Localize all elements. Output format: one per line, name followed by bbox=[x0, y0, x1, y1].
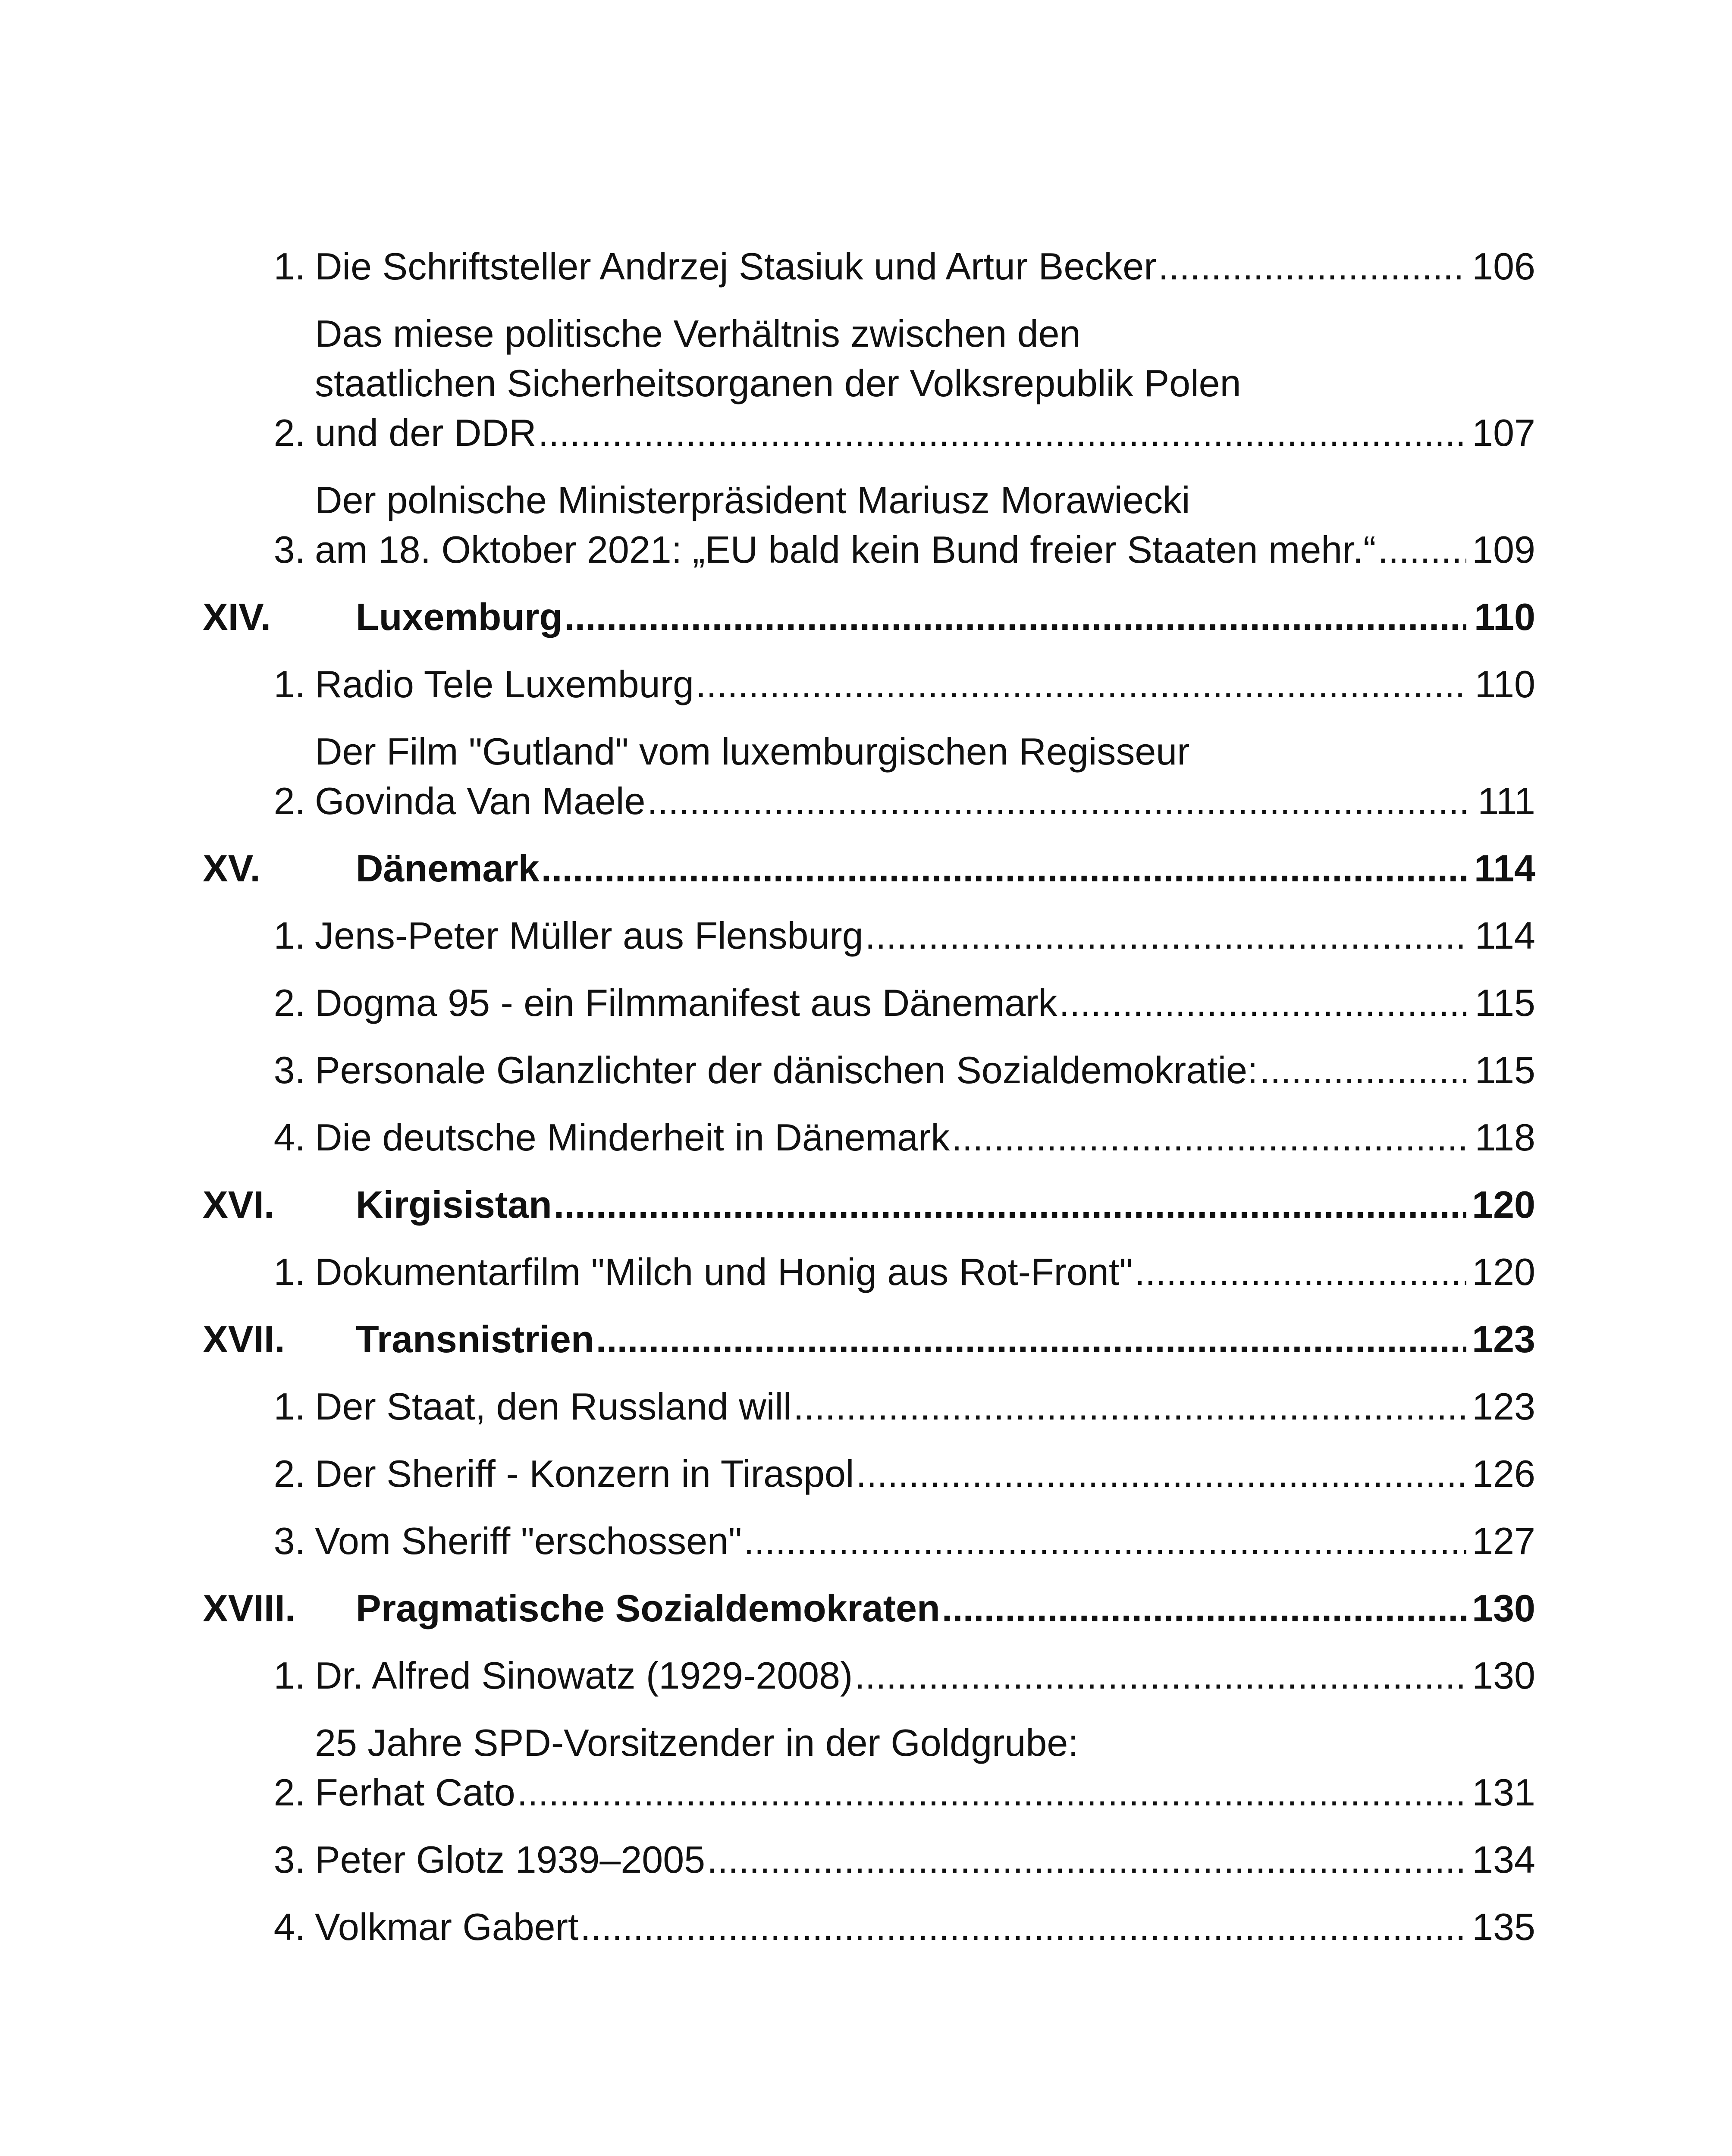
entry-last-line bbox=[315, 1516, 1535, 1566]
page-number: 115 bbox=[1475, 1049, 1535, 1091]
toc-subsection-entry[interactable] bbox=[203, 659, 1535, 709]
entry-last-line bbox=[356, 1180, 1535, 1229]
entry-number: 3. bbox=[273, 1838, 305, 1881]
toc-subsection-entry[interactable] bbox=[203, 309, 1535, 458]
entry-body bbox=[305, 1516, 1535, 1566]
entry-last-line bbox=[315, 1835, 1535, 1884]
entry-title-line: Personale Glanzlichter der dänischen Sozialdemokratie: bbox=[315, 1049, 1258, 1091]
entry-title-line: Luxemburg bbox=[356, 595, 563, 638]
entry-title-line: Ferhat Cato bbox=[315, 1771, 515, 1814]
toc-subsection-entry[interactable] bbox=[203, 1112, 1535, 1162]
entry-body bbox=[305, 1651, 1535, 1700]
page-number: 130 bbox=[1472, 1654, 1535, 1697]
entry-last-line bbox=[315, 1382, 1535, 1431]
page-number: 120 bbox=[1472, 1250, 1535, 1293]
toc-subsection-entry[interactable] bbox=[203, 1835, 1535, 1884]
entry-number: 4. bbox=[273, 1116, 305, 1159]
toc-section-entry[interactable] bbox=[203, 1180, 1535, 1229]
page-number: 127 bbox=[1472, 1520, 1535, 1562]
page-number: 115 bbox=[1475, 981, 1535, 1024]
dot-leader bbox=[1158, 241, 1466, 291]
entry-number: 3. bbox=[273, 1520, 305, 1562]
entry-title-line: Der polnische Ministerpräsident Mariusz Morawiecki bbox=[315, 479, 1190, 521]
dot-leader bbox=[707, 1835, 1466, 1884]
entry-body bbox=[305, 1382, 1535, 1431]
page-number: 131 bbox=[1472, 1771, 1535, 1814]
entry-number: 3. bbox=[273, 528, 305, 571]
entry-title-line: Der Film "Gutland" vom luxemburgischen Regisseur bbox=[315, 730, 1190, 773]
toc-subsection-entry[interactable] bbox=[203, 727, 1535, 826]
entry-last-line bbox=[315, 408, 1535, 458]
dot-leader bbox=[1059, 978, 1466, 1028]
entry-title-line: Volkmar Gabert bbox=[315, 1905, 579, 1948]
page-number: 120 bbox=[1472, 1183, 1535, 1226]
entry-title-line: Kirgisistan bbox=[356, 1183, 552, 1226]
toc-section-entry[interactable] bbox=[203, 592, 1535, 642]
page-number: 110 bbox=[1474, 595, 1535, 638]
entry-last-line bbox=[315, 978, 1535, 1028]
page-number: 118 bbox=[1475, 1116, 1535, 1159]
entry-last-line bbox=[315, 1045, 1535, 1095]
entry-title-line: 25 Jahre SPD-Vorsitzender in der Goldgrube: bbox=[315, 1721, 1079, 1764]
entry-body bbox=[305, 978, 1535, 1028]
entry-title-line: Govinda Van Maele bbox=[315, 780, 646, 822]
entry-number: XVI. bbox=[203, 1183, 275, 1226]
entry-body bbox=[305, 911, 1535, 960]
toc-section-entry[interactable] bbox=[203, 1583, 1535, 1633]
entry-number: XV. bbox=[203, 847, 260, 890]
entry-title-line: Der Sheriff - Konzern in Tiraspol bbox=[315, 1452, 854, 1495]
table-of-contents bbox=[203, 241, 1535, 1952]
entry-number: 1. bbox=[273, 914, 305, 957]
dot-leader bbox=[856, 1449, 1466, 1498]
entry-last-line bbox=[315, 241, 1535, 291]
dot-leader bbox=[647, 776, 1466, 826]
page-number: 109 bbox=[1472, 528, 1535, 571]
dot-leader bbox=[1260, 1045, 1466, 1095]
entry-body bbox=[305, 1449, 1535, 1498]
entry-title-line: Die deutsche Minderheit in Dänemark bbox=[315, 1116, 950, 1159]
dot-leader bbox=[1377, 525, 1466, 574]
entry-number: 3. bbox=[273, 1049, 305, 1091]
page-number: 134 bbox=[1472, 1838, 1535, 1881]
toc-subsection-entry[interactable] bbox=[203, 1247, 1535, 1297]
toc-subsection-entry[interactable] bbox=[203, 1045, 1535, 1095]
entry-title-line: Der Staat, den Russland will bbox=[315, 1385, 792, 1428]
dot-leader bbox=[580, 1902, 1466, 1952]
entry-body bbox=[305, 309, 1535, 458]
toc-subsection-entry[interactable] bbox=[203, 1516, 1535, 1566]
toc-section-entry[interactable] bbox=[203, 1314, 1535, 1364]
entry-title-line: Das miese politische Verhältnis zwischen den bbox=[315, 312, 1081, 355]
toc-section-entry[interactable] bbox=[203, 843, 1535, 893]
toc-subsection-entry[interactable] bbox=[203, 241, 1535, 291]
toc-subsection-entry[interactable] bbox=[203, 1382, 1535, 1431]
page-number: 111 bbox=[1478, 780, 1535, 822]
entry-title-line: Vom Sheriff "erschossen" bbox=[315, 1520, 742, 1562]
entry-number: 1. bbox=[273, 1654, 305, 1697]
entry-title-line: Radio Tele Luxemburg bbox=[315, 663, 694, 705]
dot-leader bbox=[744, 1516, 1466, 1566]
entry-title-line: Dr. Alfred Sinowatz (1929-2008) bbox=[315, 1654, 853, 1697]
entry-last-line bbox=[315, 525, 1535, 574]
entry-title-line: Transnistrien bbox=[356, 1318, 594, 1360]
entry-last-line bbox=[315, 776, 1535, 826]
entry-title-line: Die Schriftsteller Andrzej Stasiuk und Artur Becker bbox=[315, 245, 1157, 288]
entry-number: XVII. bbox=[203, 1318, 285, 1360]
entry-number: 2. bbox=[273, 411, 305, 454]
entry-title-line: Jens-Peter Müller aus Flensburg bbox=[315, 914, 863, 957]
entry-last-line bbox=[356, 843, 1535, 893]
entry-title-line: Dänemark bbox=[356, 847, 540, 890]
entry-number: 1. bbox=[273, 1250, 305, 1293]
dot-leader bbox=[541, 843, 1466, 893]
entry-body bbox=[305, 1045, 1535, 1095]
entry-last-line bbox=[315, 1902, 1535, 1952]
entry-number: 1. bbox=[273, 1385, 305, 1428]
page-number: 110 bbox=[1475, 663, 1535, 705]
entry-title-line: Pragmatische Sozialdemokraten bbox=[356, 1587, 940, 1630]
entry-number: 1. bbox=[273, 663, 305, 705]
dot-leader bbox=[538, 408, 1466, 458]
entry-body bbox=[356, 1314, 1535, 1364]
toc-subsection-entry[interactable] bbox=[203, 1449, 1535, 1498]
entry-number: 2. bbox=[273, 981, 305, 1024]
entry-body bbox=[305, 475, 1535, 574]
entry-body bbox=[356, 1180, 1535, 1229]
entry-title-line: staatlichen Sicherheitsorganen der Volksrepublik Polen bbox=[315, 362, 1241, 404]
entry-body bbox=[356, 843, 1535, 893]
entry-last-line bbox=[315, 1767, 1535, 1817]
entry-title-line: Dokumentarfilm "Milch und Honig aus Rot-Front" bbox=[315, 1250, 1133, 1293]
toc-subsection-entry[interactable] bbox=[203, 911, 1535, 960]
toc-subsection-entry[interactable] bbox=[203, 1718, 1535, 1817]
entry-body bbox=[356, 592, 1535, 642]
entry-last-line bbox=[356, 1314, 1535, 1364]
entry-title-line: Peter Glotz 1939–2005 bbox=[315, 1838, 706, 1881]
page-number: 114 bbox=[1475, 914, 1535, 957]
dot-leader bbox=[854, 1651, 1466, 1700]
page-number: 114 bbox=[1474, 847, 1535, 890]
entry-body bbox=[305, 1112, 1535, 1162]
page-number: 107 bbox=[1472, 411, 1535, 454]
entry-title-line: Dogma 95 - ein Filmmanifest aus Dänemark bbox=[315, 981, 1057, 1024]
entry-last-line bbox=[356, 1583, 1535, 1633]
entry-body bbox=[356, 1583, 1535, 1633]
toc-subsection-entry[interactable] bbox=[203, 1651, 1535, 1700]
toc-subsection-entry[interactable] bbox=[203, 475, 1535, 574]
entry-body bbox=[305, 1247, 1535, 1297]
entry-title-line: und der DDR bbox=[315, 411, 537, 454]
toc-subsection-entry[interactable] bbox=[203, 978, 1535, 1028]
entry-last-line bbox=[315, 1449, 1535, 1498]
entry-number: XIV. bbox=[203, 595, 271, 638]
entry-body bbox=[305, 1902, 1535, 1952]
entry-number: 1. bbox=[273, 245, 305, 288]
entry-last-line bbox=[315, 659, 1535, 709]
dot-leader bbox=[793, 1382, 1466, 1431]
entry-body bbox=[305, 727, 1535, 826]
page-number: 123 bbox=[1472, 1385, 1535, 1428]
entry-body bbox=[305, 241, 1535, 291]
entry-last-line bbox=[315, 911, 1535, 960]
page-number: 130 bbox=[1472, 1587, 1535, 1630]
dot-leader bbox=[696, 659, 1466, 709]
page-number: 106 bbox=[1472, 245, 1535, 288]
entry-number: 4. bbox=[273, 1905, 305, 1948]
entry-number: XVIII. bbox=[203, 1587, 296, 1630]
entry-body bbox=[305, 1718, 1535, 1817]
entry-last-line bbox=[315, 1651, 1535, 1700]
dot-leader bbox=[517, 1767, 1466, 1817]
entry-last-line bbox=[315, 1247, 1535, 1297]
entry-number: 2. bbox=[273, 1771, 305, 1814]
dot-leader bbox=[596, 1314, 1466, 1364]
page-number: 126 bbox=[1472, 1452, 1535, 1495]
dot-leader bbox=[951, 1112, 1466, 1162]
dot-leader bbox=[564, 592, 1466, 642]
page-number: 135 bbox=[1472, 1905, 1535, 1948]
page-number: 123 bbox=[1472, 1318, 1535, 1360]
toc-subsection-entry[interactable] bbox=[203, 1902, 1535, 1952]
entry-last-line bbox=[356, 592, 1535, 642]
dot-leader bbox=[865, 911, 1466, 960]
dot-leader bbox=[554, 1180, 1466, 1229]
entry-body bbox=[305, 659, 1535, 709]
entry-number: 2. bbox=[273, 780, 305, 822]
entry-last-line bbox=[315, 1112, 1535, 1162]
entry-body bbox=[305, 1835, 1535, 1884]
dot-leader bbox=[942, 1583, 1466, 1633]
entry-number: 2. bbox=[273, 1452, 305, 1495]
dot-leader bbox=[1135, 1247, 1466, 1297]
entry-title-line: am 18. Oktober 2021: „EU bald kein Bund freier Staaten mehr.“ bbox=[315, 528, 1376, 571]
